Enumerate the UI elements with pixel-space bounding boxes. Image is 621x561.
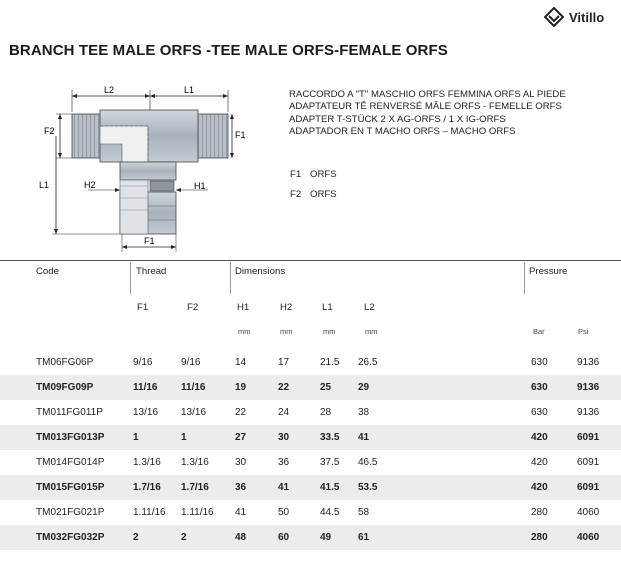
table-row: TM015FG015P 1.7/16 1.7/16 36 41 41.5 53.5 420 6091 <box>0 475 621 500</box>
col-f2: F2 <box>187 302 199 313</box>
dim-h1-label: H1 <box>194 181 206 191</box>
dim-f1-bottom-label: F1 <box>144 236 155 246</box>
header-thread: Thread <box>136 266 167 277</box>
unit-bar: Bar <box>533 327 545 336</box>
col-l1: L1 <box>322 302 333 313</box>
table-row: TM013FG013P 1 1 27 30 33.5 41 420 6091 <box>0 425 621 450</box>
brand-name: Vitillo <box>569 9 605 25</box>
dim-l1-label: L1 <box>184 85 195 95</box>
description-it: RACCORDO A "T" MASCHIO ORFS FEMMINA ORFS AL PIEDE <box>289 89 566 100</box>
divider <box>524 262 525 294</box>
dim-f2-label: F2 <box>44 126 55 136</box>
vitillo-logo-icon <box>544 7 564 27</box>
unit-psi: Psi <box>578 327 589 336</box>
unit-l2: mm <box>365 327 378 336</box>
unit-h1: mm <box>238 327 251 336</box>
table-row: TM011FG011P 13/16 13/16 22 24 28 38 630 9136 <box>36 407 600 418</box>
unit-h2: mm <box>280 327 293 336</box>
col-l2: L2 <box>364 302 375 313</box>
description-fr: ADAPTATEUR TÊ RENVERSÉ MÂLE ORFS - FEMELLE ORFS <box>289 101 562 113</box>
description-de: ADAPTER T-STÜCK 2 X AG-ORFS / 1 X IG-ORFS <box>289 113 506 125</box>
unit-l1: mm <box>323 327 336 336</box>
divider <box>230 262 231 294</box>
col-h2: H2 <box>280 302 293 313</box>
tee-fitting-drawing <box>30 82 250 257</box>
col-f1: F1 <box>137 302 149 313</box>
dim-l1-side-label: L1 <box>39 180 50 190</box>
table-row: TM021FG021P 1.11/16 1.11/16 41 50 44.5 58 280 4060 <box>36 507 600 518</box>
header-dimensions: Dimensions <box>235 266 286 277</box>
description-block <box>289 89 566 139</box>
table-row: TM06FG06P 9/16 9/16 14 17 21.5 26.5 630 9136 <box>36 357 600 368</box>
dim-l2-label: L2 <box>104 85 115 95</box>
divider <box>130 262 131 294</box>
col-h1: H1 <box>237 302 250 313</box>
dim-h2-label: H2 <box>84 180 96 190</box>
table-row: TM09FG09P 11/16 11/16 19 22 25 29 630 9136 <box>0 375 621 400</box>
header-code: Code <box>36 266 59 277</box>
page-title: BRANCH TEE MALE ORFS -TEE MALE ORFS-FEMALE ORFS <box>9 42 448 59</box>
legend-item: F2 ORFS <box>290 189 337 200</box>
table-row: TM032FG032P 2 2 48 60 49 61 280 4060 <box>0 525 621 550</box>
brand-logo <box>544 7 604 27</box>
header-pressure: Pressure <box>529 266 568 277</box>
dim-f1-right-label: F1 <box>235 130 246 140</box>
table-row: TM014FG014P 1.3/16 1.3/16 30 36 37.5 46.5 420 6091 <box>36 457 600 468</box>
table-top-rule <box>0 260 621 261</box>
thread-legend <box>290 165 337 205</box>
legend-item: F1 ORFS <box>290 169 337 180</box>
description-es: ADAPTADOR EN T MACHO ORFS – MACHO ORFS <box>289 126 516 138</box>
